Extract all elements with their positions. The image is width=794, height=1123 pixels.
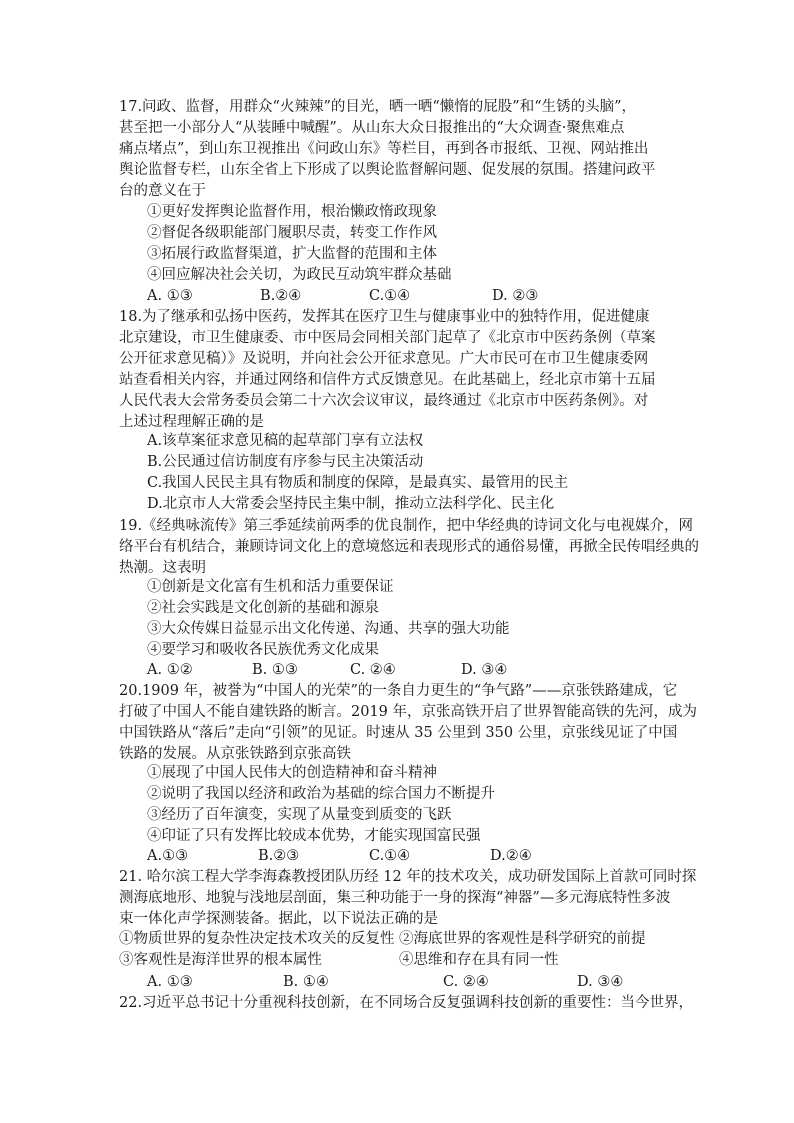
- choice-item: C.我国人民民主具有物质和制度的保障，是最真实、最管用的民主: [147, 475, 569, 491]
- option-c: C. ②④: [443, 974, 489, 990]
- statement-item: ③大众传媒日益显示出文化传递、沟通、共享的强大功能: [147, 621, 510, 637]
- statement-pair: [119, 929, 679, 949]
- option-b: B. ①④: [283, 974, 329, 990]
- option-d: D. ③④: [461, 662, 508, 678]
- statement-item: ②社会实践是文化创新的基础和源泉: [147, 600, 379, 616]
- statement-item: ②督促各级职能部门履职尽责，转变工作作风: [147, 225, 437, 241]
- question-stem-line: 铁路的发展。从京张铁路到京张高铁: [119, 746, 351, 762]
- statement-pair: [119, 950, 679, 970]
- statement-item: ①展现了中国人民伟大的创造精神和奋斗精神: [147, 765, 437, 781]
- statement-item: ①创新是文化富有生机和活力重要保证: [147, 579, 394, 595]
- choice-item: B.公民通过信访制度有序参与民主决策活动: [147, 454, 424, 470]
- option-b: B.②③: [258, 848, 300, 864]
- option-a: A. ①③: [147, 288, 193, 304]
- option-c: C.①④: [369, 848, 411, 864]
- question-stem-line: 18.为了继承和弘扬中医药，发挥其在医疗卫生与健康事业中的独特作用，促进健康: [119, 309, 650, 325]
- question-stem-line: 22.习近平总书记十分重视科技创新，在不同场合反复强调科技创新的重要性：当今世界，: [119, 995, 694, 1011]
- question-stem-line: 公开征求意见稿）》及说明，并向社会公开征求意见。广大市民可在市卫生健康委网: [119, 351, 649, 367]
- option-a: A.①③: [147, 848, 189, 864]
- option-a: A. ①③: [147, 974, 193, 990]
- option-d: D. ②③: [492, 288, 539, 304]
- question-stem-line: 20.1909 年，被誉为“中国人的光荣”的一条自力更生的“争气路”——京张铁路建成，它: [119, 683, 678, 699]
- option-c: C.①④: [369, 288, 411, 304]
- statement-item: ①更好发挥舆论监督作用，根治懒政惰政现象: [147, 204, 437, 220]
- option-d: D.②④: [490, 848, 532, 864]
- statement-item: ②说明了我国以经济和政治为基础的综合国力不断提升: [147, 786, 495, 802]
- statement-item: ③经历了百年演变，实现了从量变到质变的飞跃: [147, 807, 452, 823]
- question-stem-line: 打破了中国人不能自建铁路的断言。2019 年，京张高铁开启了世界智能高铁的先河，成为: [119, 704, 698, 720]
- statement-item: ④印证了只有发挥比较成本优势，才能实现国富民强: [147, 828, 481, 844]
- option-a: A. ①②: [147, 662, 193, 678]
- question-stem-line: 痛点堵点”，到山东卫视推出《问政山东》等栏目，再到各市报纸、卫视、网站推出: [119, 141, 649, 157]
- option-b: B. ①③: [252, 662, 298, 678]
- choice-item: D.北京市人大常委会坚持民主集中制，推动立法科学化、民主化: [147, 496, 555, 512]
- question-stem-line: 21. 哈尔滨工程大学李海森教授团队历经 12 年的技术攻关，成功研发国际上首款可同时探: [119, 869, 697, 885]
- question-stem-line: 17.问政、监督，用群众“火辣辣”的目光，晒一晒“懒惰的屁股”和“生锈的头脑”，: [119, 99, 637, 115]
- question-stem-line: 北京建设，市卫生健康委、市中医局会同相关部门起草了《北京市中医药条例（草案: [119, 330, 656, 346]
- question-stem-line: 络平台有机结合，兼顾诗词文化上的意境悠远和表现形式的通俗易懂，再掀全民传唱经典的: [119, 539, 699, 555]
- statement-item: ①物质世界的复杂性决定技术攻关的反复性: [119, 931, 395, 947]
- question-stem-line: 台的意义在于: [119, 183, 206, 199]
- question-stem-line: 甚至把一小部分人“从装睡中喊醒”。从山东大众日报推出的“大众调查·聚焦难点: [119, 120, 625, 136]
- statement-item: ④思维和存在具有同一性: [399, 952, 559, 968]
- choice-item: A.该草案征求意见稿的起草部门享有立法权: [147, 433, 424, 449]
- question-stem-line: 站查看相关内容，并通过网络和信件方式反馈意见。在此基础上，经北京市第十五届: [119, 372, 656, 388]
- question-stem-line: 束一体化声学探测装备。据此，以下说法正确的是: [119, 911, 438, 927]
- statement-item: ②海底世界的客观性是科学研究的前提: [399, 931, 646, 947]
- question-stem-line: 测海底地形、地貌与浅地层剖面，集三种功能于一身的探海“神器”—多元海底特性多波: [119, 890, 671, 906]
- statement-item: ③客观性是海洋世界的根本属性: [119, 952, 322, 968]
- question-stem-line: 舆论监督专栏，山东全省上下形成了以舆论监督解问题、促发展的氛围。搭建问政平: [119, 162, 656, 178]
- option-b: B.②④: [260, 288, 302, 304]
- question-stem-line: 人民代表大会常务委员会第二十六次会议审议，最终通过《北京市中医药条例》。对: [119, 393, 649, 409]
- option-c: C. ②④: [350, 662, 396, 678]
- question-stem-line: 上述过程理解正确的是: [119, 414, 264, 430]
- statement-item: ④回应解决社会关切，为政民互动筑牢群众基础: [147, 267, 452, 283]
- statement-item: ④要学习和吸收各民族优秀文化成果: [147, 642, 379, 658]
- question-stem-line: 19.《经典咏流传》第三季延续前两季的优良制作，把中华经典的诗词文化与电视媒介，网: [119, 518, 694, 534]
- option-d: D. ③④: [577, 974, 624, 990]
- question-stem-line: 热潮。这表明: [119, 560, 206, 576]
- statement-item: ③拓展行政监督渠道，扩大监督的范围和主体: [147, 246, 437, 262]
- question-stem-line: 中国铁路从“落后”走向“引领”的见证。时速从 35 公里到 350 公里，京张线见证了中国: [119, 725, 678, 741]
